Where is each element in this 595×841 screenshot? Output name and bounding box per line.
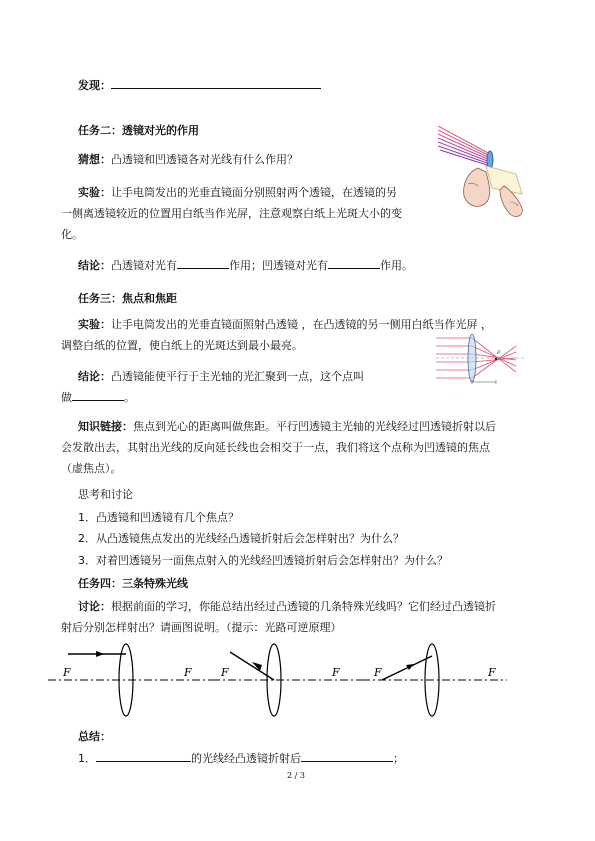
ray-diagram-focus <box>362 642 507 722</box>
concl-blank-2[interactable] <box>328 258 380 269</box>
ray-arrow <box>406 664 414 670</box>
link-line1: 焦点到光心的距离叫做焦距。平行凹透镜主光轴的光线经过凹透镜折射以后 <box>133 420 496 433</box>
t4-discuss-label: 讨论： <box>78 600 111 613</box>
faxian-row <box>78 78 321 93</box>
link-line3: （虚焦点）。 <box>61 462 122 475</box>
task4-discussion <box>61 596 541 638</box>
question-1: 1．凸透镜和凹透镜有几个焦点？ <box>78 511 239 524</box>
link-line2: 会发散出去，其射出光线的反向延长线也会相交于一点，我们将这个点称为凹透镜的焦点 <box>61 441 490 454</box>
focus-left-label: F <box>374 666 382 679</box>
t4-discuss-line2: 射后分别怎样射出？请画图说明。（提示：光路可逆原理） <box>61 621 342 634</box>
t3-concl-line1: 凸透镜能使平行于主光轴的光汇聚到一点，这个点叫 <box>111 370 364 383</box>
question-3: 3．对着凹透镜另一面焦点射入的光线经凹透镜折射后会怎样射出？为什么？ <box>78 554 448 567</box>
task2-conclusion <box>78 258 413 273</box>
t3-concl-line2: 做 <box>61 391 72 404</box>
concl-c: 作用。 <box>380 259 413 272</box>
exp-line1: 让手电筒发出的光垂直镜面分别照射两个透镜，在透镜的另 <box>111 186 397 199</box>
lens-experiment-photo <box>438 124 530 220</box>
s1-num: 1． <box>78 752 96 765</box>
exp-line2: 一侧离透镜较近的位置用白纸当作光屏，注意观察白纸上光斑大小的变 <box>61 207 402 220</box>
page-number: 2 / 3 <box>287 771 305 780</box>
t3-exp-line2: 调整白纸的位置，使白纸上的光斑达到最小最亮。 <box>61 339 303 352</box>
s1-text: 的光线经凸透镜折射后 <box>191 752 301 765</box>
summary-label: 总结： <box>78 730 111 743</box>
light-beam <box>438 126 490 166</box>
focus-left-label: F <box>221 666 229 679</box>
ray-diagram-parallel <box>48 642 213 722</box>
convex-lens <box>468 334 476 382</box>
knowledge-link <box>61 416 541 479</box>
discuss-title: 思考和讨论 <box>78 488 133 501</box>
focal-point <box>495 358 497 360</box>
concl-a: 凸透镜对光有 <box>111 259 177 272</box>
task4-title: 任务四：三条特殊光线 <box>78 577 188 590</box>
faxian-blank[interactable] <box>111 78 321 89</box>
question-2: 2．从凸透镜焦点发出的光线经凸透镜折射后会怎样射出？为什么？ <box>78 532 404 545</box>
s1-end: ； <box>393 752 404 765</box>
ray-diagram-center <box>212 642 362 722</box>
exp-line3: 化。 <box>61 228 83 241</box>
concl-b: 作用；凹透镜对光有 <box>229 259 328 272</box>
exp-label: 实验： <box>78 186 111 199</box>
focus-left-label: F <box>63 666 71 679</box>
focus-right-label: F <box>184 666 192 679</box>
s1-blank-1[interactable] <box>96 751 191 762</box>
guess-text: 凸透镜和凹透镜各对光线有什么作用？ <box>111 153 298 166</box>
task3-title: 任务三：焦点和焦距 <box>78 292 177 305</box>
t3-concl-end: 。 <box>124 391 135 404</box>
t4-discuss-line1: 根据前面的学习，你能总结出经过凸透镜的几条特殊光线吗？它们经过凸透镜折 <box>111 600 496 613</box>
convex-lens-focus-diagram <box>436 330 524 392</box>
task2-title: 任务二：透镜对光的作用 <box>78 124 199 137</box>
guess-label: 猜想： <box>78 153 111 166</box>
focus-right-label: F <box>332 666 340 679</box>
s1-blank-2[interactable] <box>301 751 393 762</box>
t3-concl-label: 结论： <box>78 370 111 383</box>
link-label: 知识链接： <box>78 420 133 433</box>
focus-blank[interactable] <box>72 390 124 401</box>
task3-conclusion <box>61 366 421 408</box>
focus-right-label: F <box>488 666 496 679</box>
task2-guess <box>78 152 298 167</box>
concl-label: 结论： <box>78 259 111 272</box>
faxian-label: 发现： <box>78 79 111 92</box>
task2-experiment <box>61 182 441 245</box>
focal-point-label: F <box>497 350 501 356</box>
summary-item-1 <box>78 751 404 766</box>
t3-exp-label: 实验： <box>78 318 111 331</box>
t3-exp-line1: 让手电筒发出的光垂直镜面照射凸透镜 ，在凸透镜的另一侧用白纸当作光屏 ， <box>111 318 492 331</box>
ray-arrow <box>96 651 104 657</box>
left-hand <box>464 168 490 206</box>
concl-blank-1[interactable] <box>177 258 229 269</box>
